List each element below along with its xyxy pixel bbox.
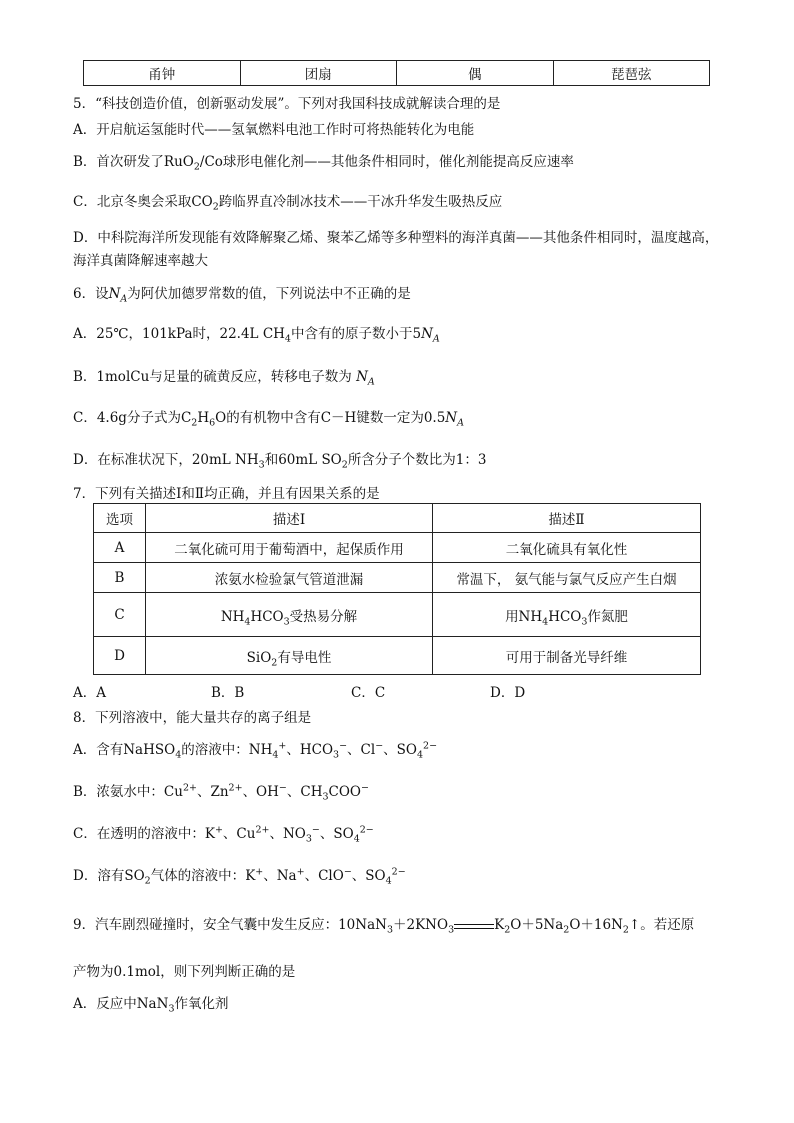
q7-table	[93, 503, 701, 675]
q7-options	[73, 681, 673, 699]
top-table-cell: 偶	[397, 61, 554, 86]
q8-option-b: B．浓氨水中：$Cu^{2+}$、$Zn^{2+}$、OH−、$CH_3COO^-$	[73, 782, 369, 803]
q6-option-a: A．25℃，101kPa时，22.4L $CH_4$中含有的原子数小于$5N_A$	[73, 326, 440, 345]
table-cell: SiO$_2$有导电性	[146, 637, 433, 675]
table-header-row	[94, 504, 701, 533]
table-cell: 可用于制备光导纤维	[433, 637, 701, 675]
q7-option-d: D．D	[490, 685, 526, 701]
table-cell: 常温下， 氨气能与氯气反应产生白烟	[433, 563, 701, 593]
q8-option-a: A．含有NaHSO$_4$的溶液中：$NH_4^+$、$HCO_3^-$、Cl−、$SO_4^{2-}$	[73, 740, 438, 761]
table-row	[94, 533, 701, 563]
q8-stem: 8．下列溶液中，能大量共存的离子组是	[73, 710, 312, 726]
table-cell: A	[94, 533, 146, 563]
table-cell: B	[94, 563, 146, 593]
q8-option-d: D．溶有$SO_2$气体的溶液中：K+、Na+、ClO−、$SO_4^{2-}$	[73, 866, 406, 887]
equals-arrow-icon	[454, 921, 494, 931]
q9-line2: 产物为0.1mol，则下列判断正确的是	[73, 964, 296, 980]
q5-option-a: A．开启航运氢能时代——氢氧燃料电池工作时可将热能转化为电能	[73, 122, 475, 138]
q9-option-a: A．反应中NaN$_3$作氧化剂	[73, 996, 229, 1015]
q6-option-b: B．1molCu与足量的硫黄反应，转移电子数为 $N_A$	[73, 369, 375, 388]
q5-option-d-line1: D．中科院海洋所发现能有效降解聚乙烯、聚苯乙烯等多种塑料的海洋真菌——其他条件相同时，温度越高，	[73, 230, 719, 246]
table-cell: D	[94, 637, 146, 675]
q6-stem: 6．设$N_A$为阿伏加德罗常数的值，下列说法中不正确的是	[73, 286, 411, 305]
top-table-cell: 琵琶弦	[553, 61, 710, 86]
top-table-cell: 团扇	[240, 61, 397, 86]
table-row	[94, 637, 701, 675]
q5-option-c: C．北京冬奥会采取$CO_2$跨临界直冷制冰技术——干冰升华发生吸热反应	[73, 194, 503, 213]
table-cell: 二氧化硫具有氧化性	[433, 533, 701, 563]
table-cell: 二氧化硫可用于葡萄酒中，起保质作用	[146, 533, 433, 563]
table-cell: 浓氨水检验氯气管道泄漏	[146, 563, 433, 593]
header-cell: 描述Ⅰ	[146, 504, 433, 533]
q8-option-c: C．在透明的溶液中：K+、$Cu^{2+}$、$NO_3^-$、$SO_4^{2-}$	[73, 824, 374, 845]
q5-stem: 5．“科技创造价值，创新驱动发展”。下列对我国科技成就解读合理的是	[73, 96, 501, 112]
table-cell: 用$NH_4HCO_3$作氮肥	[433, 593, 701, 637]
q6-option-d: D．在标准状况下，20mL $NH_3$和60mL $SO_2$所含分子个数比为1：3	[73, 452, 487, 471]
q5-option-d-line2: 海洋真菌降解速率越大	[73, 253, 208, 269]
table-row	[94, 563, 701, 593]
table-cell: $NH_4HCO_3$受热易分解	[146, 593, 433, 637]
top-table	[83, 60, 710, 86]
header-cell: 描述Ⅱ	[433, 504, 701, 533]
header-cell: 选项	[94, 504, 146, 533]
q5-option-b: B．首次研发了RuO$_2$/Co球形电催化剂——其他条件相同时，催化剂能提高反应速率	[73, 154, 574, 173]
q7-stem: 7．下列有关描述Ⅰ和Ⅱ均正确，并且有因果关系的是	[73, 486, 380, 502]
table-row	[94, 593, 701, 637]
q7-option-c: C．C	[351, 685, 386, 701]
q6-option-c: C．4.6g分子式为$C_2H_6O$的有机物中含有C－H键数一定为$0.5N_A$	[73, 410, 464, 429]
top-table-cell: 甬钟	[84, 61, 241, 86]
table-cell: C	[94, 593, 146, 637]
q7-option-a: A．A	[73, 685, 106, 701]
q9-stem: 9．汽车剧烈碰撞时，安全气囊中发生反应：$10NaN_3+2KNO_3$ $K_2O+5Na_2O+16N_2↑$。若还原	[73, 917, 695, 936]
q7-option-b: B．B	[211, 685, 245, 701]
